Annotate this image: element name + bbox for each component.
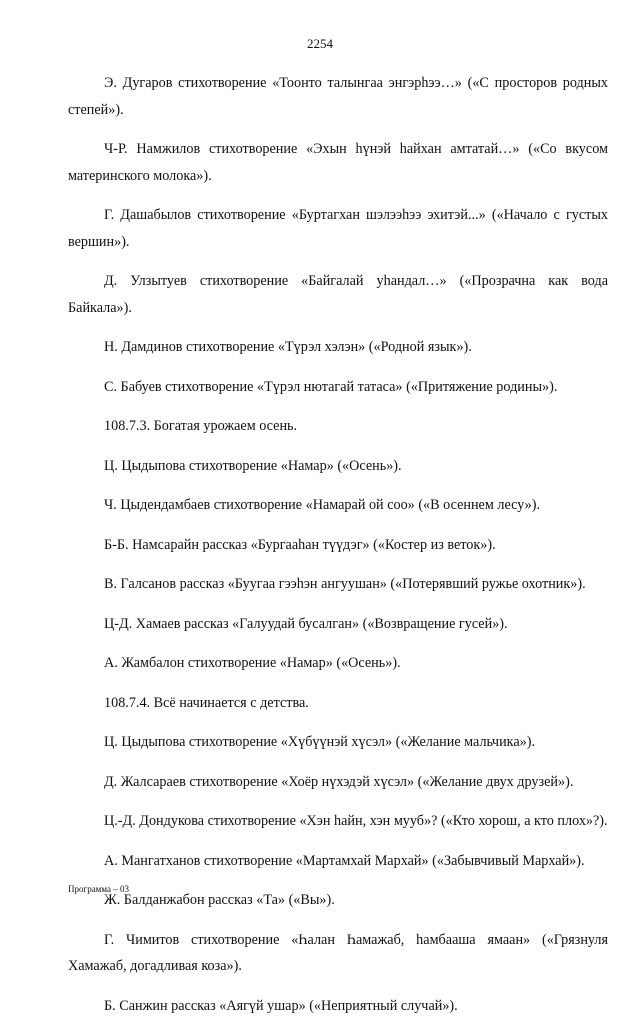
paragraph-2: Ч-Р. Намжилов стихотворение «Эхын һүнэй һайхан амтатай…» («Со вкусом материнского молока»). [68,136,608,189]
paragraph-5: Н. Дамдинов стихотворение «Түрэл хэлэн» («Родной язык»). [68,334,608,361]
paragraph-6: С. Бабуев стихотворение «Түрэл нютагай татаса» («Притяжение родины»). [68,374,608,401]
paragraph-13: А. Жамбалон стихотворение «Намар» («Осень»). [68,650,608,677]
paragraph-9: Ч. Цыдендамбаев стихотворение «Намарай ой соо» («В осеннем лесу»). [68,492,608,519]
paragraph-4: Д. Улзытуев стихотворение «Байгалай уһандал…» («Прозрачна как вода Байкала»). [68,268,608,321]
paragraph-20: Г. Чимитов стихотворение «Һалан Һамажаб, һамбааша ямаан» («Грязнуля Хамажаб, догадливая коза»). [68,927,608,980]
paragraph-21: Б. Санжин рассказ «Аягүй ушар» («Неприятный случай»). [68,993,608,1019]
page-number: 2254 [0,36,640,52]
section-heading-108-7-4: 108.7.4. Всё начинается с детства. [68,690,608,717]
paragraph-12: Ц-Д. Хамаев рассказ «Галуудай бусалган» («Возвращение гусей»). [68,611,608,638]
paragraph-11: В. Галсанов рассказ «Буугаа гээһэн ангуушан» («Потерявший ружье охотник»). [68,571,608,598]
paragraph-8: Ц. Цыдыпова стихотворение «Намар» («Осень»). [68,453,608,480]
page-footer: Программа – 03 [68,884,129,894]
paragraph-3: Г. Дашабылов стихотворение «Буртагхан шэлээһээ эхитэй...» («Начало с густых вершин»). [68,202,608,255]
page-content [68,70,608,1019]
section-heading-108-7-3: 108.7.3. Богатая урожаем осень. [68,413,608,440]
paragraph-17: Ц.-Д. Дондукова стихотворение «Хэн һайн, хэн мууб»? («Кто хорош, а кто плох»?). [68,808,608,835]
paragraph-19: Ж. Балданжабон рассказ «Та» («Вы»). [68,887,608,914]
paragraph-15: Ц. Цыдыпова стихотворение «Хүбүүнэй хүсэл» («Желание мальчика»). [68,729,608,756]
paragraph-10: Б-Б. Намсарайн рассказ «Бургааһан түүдэг» («Костер из веток»). [68,532,608,559]
paragraph-18: А. Мангатханов стихотворение «Мартамхай Мархай» («Забывчивый Мархай»). [68,848,608,875]
paragraph-1: Э. Дугаров стихотворение «Тоонто талынгаа энгэрһээ…» («С просторов родных степей»). [68,70,608,123]
paragraph-16: Д. Жалсараев стихотворение «Хоёр нүхэдэй хүсэл» («Желание двух друзей»). [68,769,608,796]
